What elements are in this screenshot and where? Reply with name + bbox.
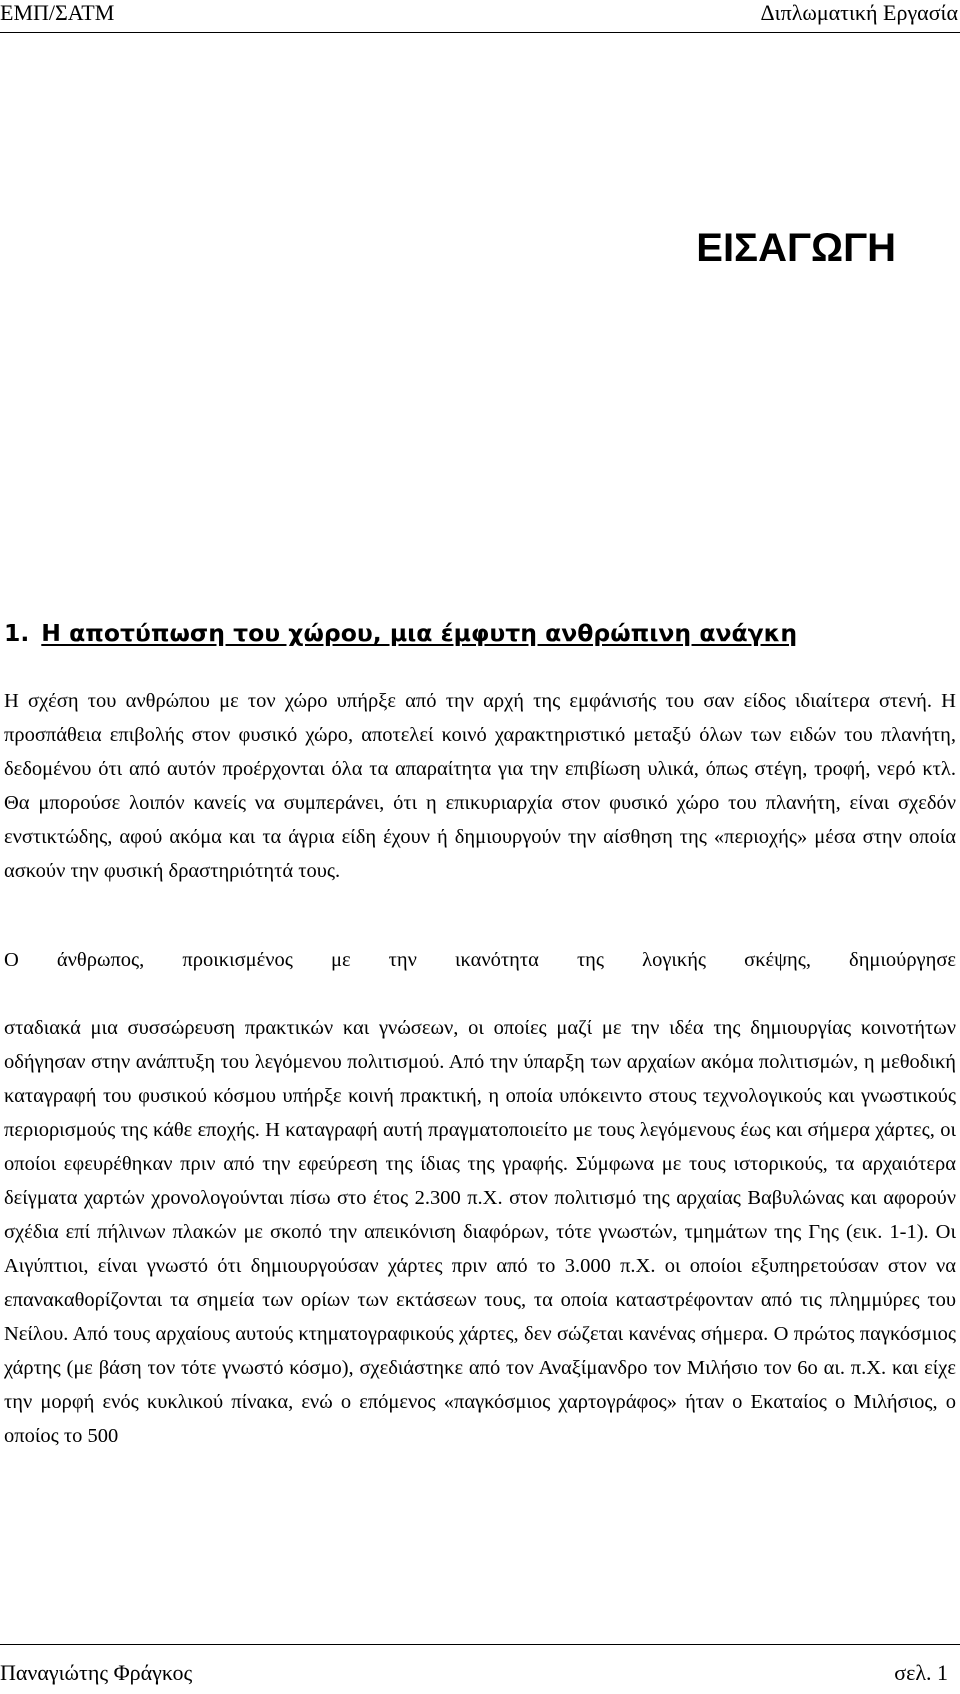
body-paragraph-2-line-1: Ο άνθρωπος, προικισμένος με την ικανότητα της λογικής σκέψης, δημιούργησε bbox=[4, 949, 956, 971]
footer-divider bbox=[0, 1644, 960, 1645]
section-number: 1. bbox=[4, 619, 30, 647]
section-heading-text: Η αποτύπωση του χώρου, μια έμφυτη ανθρώπινη ανάγκη bbox=[41, 619, 798, 647]
body-paragraph-1: Η σχέση του ανθρώπου με τον χώρο υπήρξε από την αρχή της εμφάνισής του σαν είδος ιδιαίτερα στενή. Η προσπάθεια επιβολής στον φυσικό χώρο, αποτελεί κοινό χαρακτηριστικό μεταξύ όλων των ειδών του πλανήτη, δεδομένου ότι από αυτόν προέρχονται όλα τα απαραίτητα για την επιβίωση υλικά, όπως στέγη, τροφή, νερό κτλ. Θα μπορούσε λοιπόν κανείς να συμπεράνει, ότι η επικυριαρχία στον φυσικό χώρο του πλανήτη, είναι σχεδόν ενστικτώδης, αφού ακόμα και τα άγρια είδη έχουν ή δημιουργούν την αίσθηση της «περιοχής» μέσα στην οποία ασκούν την φυσική δραστηριότητά τους. bbox=[4, 690, 956, 882]
section-heading bbox=[4, 618, 904, 648]
body-paragraph-2: σταδιακά μια συσσώρευση πρακτικών και γνώσεων, οι οποίες μαζί με την ιδέα της δημιουργίας κοινοτήτων οδήγησαν στην ανάπτυξη του λεγόμενου πολιτισμού. Από την ύπαρξη των αρχαίων ακόμα πολιτισμών, η μεθοδική καταγραφή του φυσικού κόσμου υπήρξε κοινή πρακτική, η οποία υπόκειντο στους τεχνολογικούς και γνωστικούς περιορισμούς της κάθε εποχής. Η καταγραφή αυτή πραγματοποιείτο με τους λεγόμενους έως και σήμερα χάρτες, οι οποίοι εφευρέθηκαν πριν από την εφεύρεση της ίδιας της γραφής. Σύμφωνα με τους ιστορικούς, τα αρχαιότερα δείγματα χαρτών χρονολογούνται πίσω στο έτος 2.300 π.Χ. στον πολιτισμό της αρχαίας Βαβυλώνας και αφορούν σχέδια επί πήλινων πλακών με σκοπό την απεικόνιση διαφόρων, τότε γνωστών, τμημάτων της Γης (εικ. 1-1). Οι Αιγύπτιοι, είναι γνωστό ότι δημιουργούσαν χάρτες πριν από το 3.000 π.Χ. οι οποίοι εξυπηρετούσαν στον να επανακαθορίζονται τα σημεία των ορίων των εκτάσεων τους, τα οποία καταστρέφονταν από τις πλημμύρες του Νείλου. Από τους αρχαίους αυτούς κτηματογραφικούς χάρτες, δεν σώζεται κανένας σήμερα. Ο πρώτος παγκόσμιος χάρτης (με βάση τον τότε γνωστό κόσμο), σχεδιάστηκε από τον Αναξίμανδρο τον Μιλήσιο τον 6ο αι. π.Χ. και είχε την μορφή ενός κυκλικού πίνακα, ενώ ο επόμενος «παγκόσμιος χαρτογράφος» ήταν ο Εκαταίος ο Μιλήσιος, ο οποίος το 500 bbox=[4, 1017, 956, 1447]
header-left-text: ΕΜΠ/ΣΑΤΜ bbox=[0, 0, 115, 25]
page-header bbox=[0, 0, 960, 36]
footer-author: Παναγιώτης Φράγκος bbox=[0, 1660, 193, 1685]
header-divider bbox=[0, 32, 960, 33]
chapter-title: ΕΙΣΑΓΩΓΗ bbox=[696, 226, 896, 270]
header-right-text: Διπλωματική Εργασία bbox=[760, 0, 958, 25]
footer-page-number: σελ. 1 bbox=[894, 1660, 948, 1685]
